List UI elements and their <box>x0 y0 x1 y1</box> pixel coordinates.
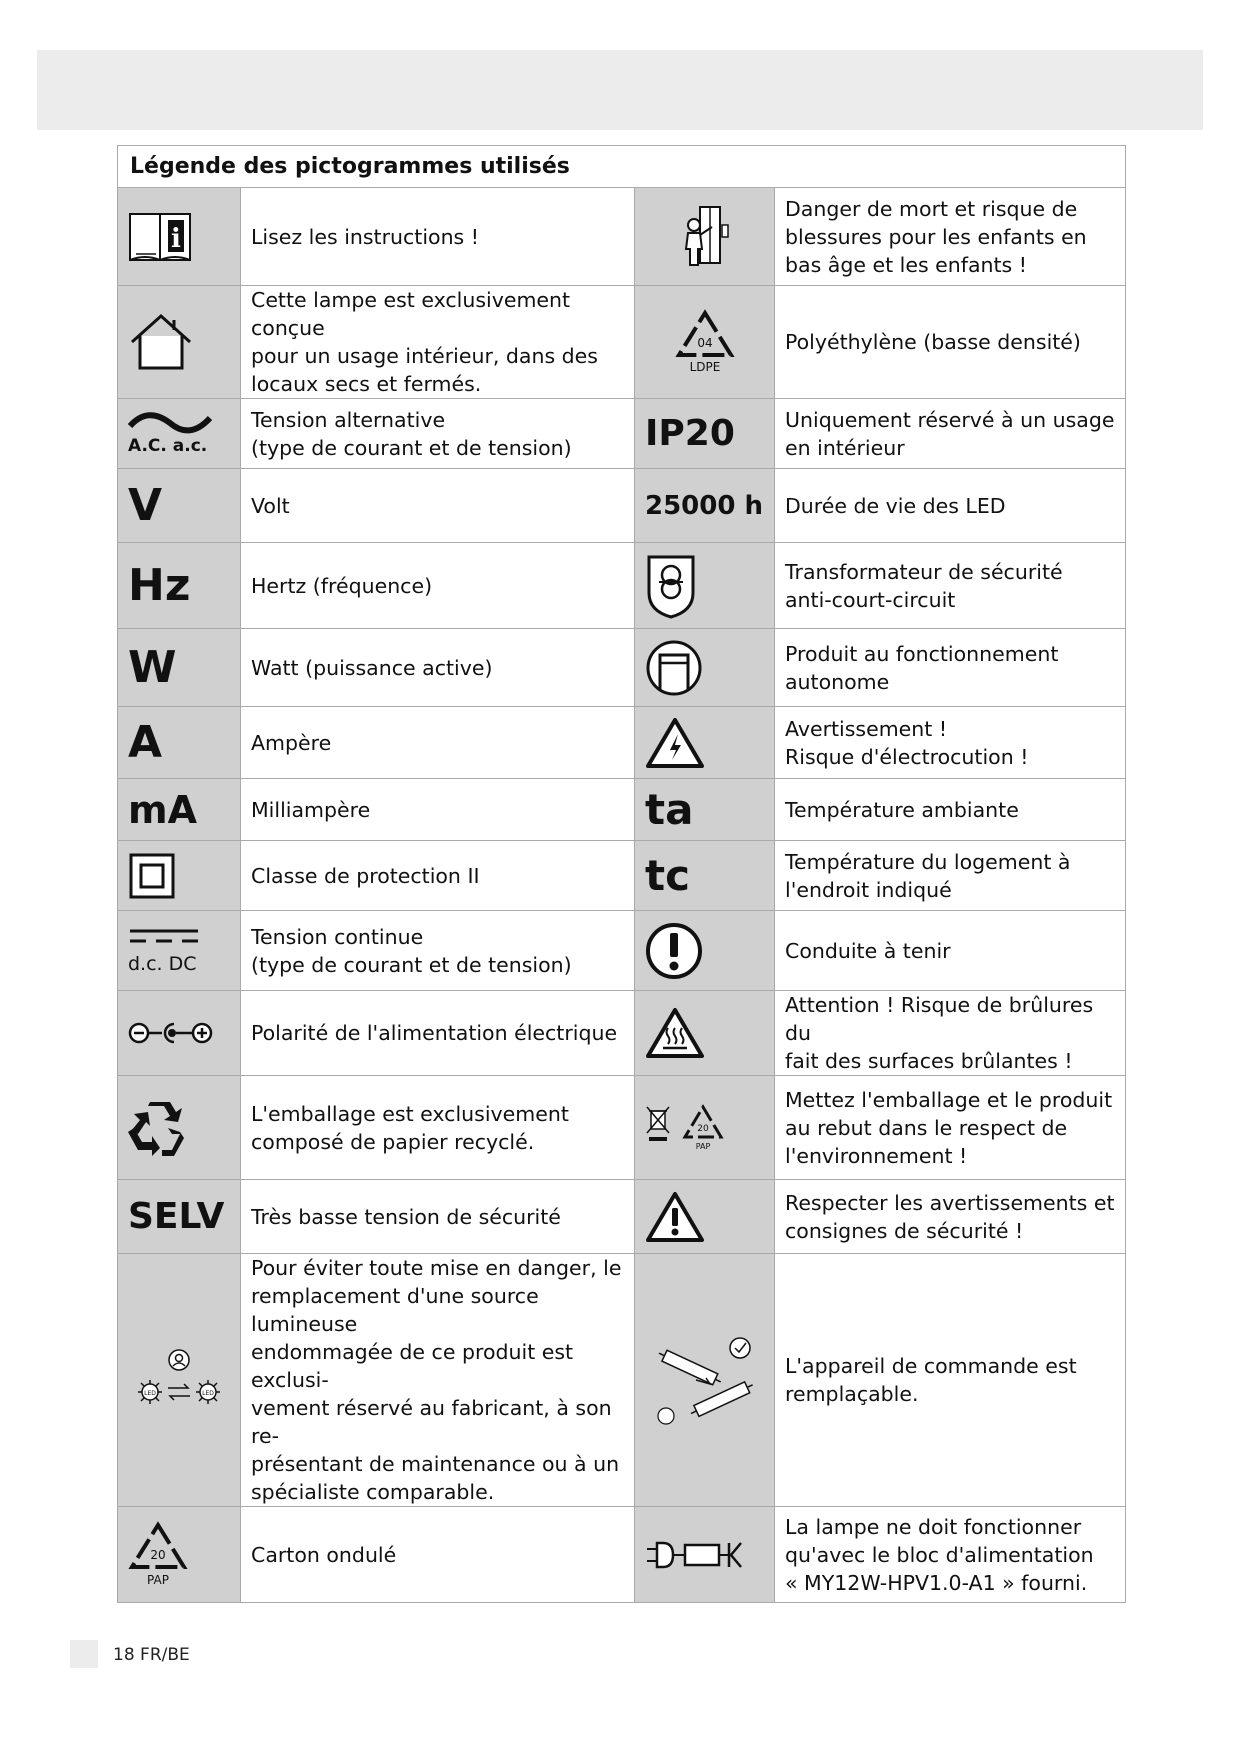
legend-row <box>118 1076 1126 1180</box>
legend-description: Attention ! Risque de brûlures du fait des surfaces brûlantes ! <box>775 991 1126 1076</box>
ip20-icon <box>635 399 775 469</box>
legend-row <box>118 991 1126 1076</box>
legend-description: Tension alternative (type de courant et de tension) <box>241 399 635 469</box>
pap-recycle-icon <box>118 1507 241 1603</box>
header-band <box>37 50 1203 130</box>
case-temp-icon <box>635 841 775 911</box>
led-replacement-icon <box>118 1254 241 1507</box>
ampere-symbol: A <box>128 716 163 768</box>
ambient-temp-symbol: ta <box>645 784 694 834</box>
hot-surface-warning-icon <box>635 991 775 1076</box>
selv-symbol: SELV <box>128 1195 225 1237</box>
legend-description: Volt <box>241 469 635 543</box>
exclamation-circle-icon <box>635 911 775 991</box>
child-danger-icon <box>635 188 775 286</box>
safety-transformer-icon <box>635 543 775 629</box>
legend-description: L'emballage est exclusivement composé de papier recyclé. <box>241 1076 635 1180</box>
legend-description: Cette lampe est exclusivement conçue pour un usage intérieur, dans des locaux secs et fermés. <box>241 286 635 399</box>
recycle-label: PAP <box>147 1572 169 1587</box>
replaceable-control-gear-icon <box>635 1254 775 1507</box>
read-instructions-icon <box>118 188 241 286</box>
legend-description: Uniquement réservé à un usage en intérieur <box>775 399 1126 469</box>
indoor-house-icon <box>118 286 241 399</box>
legend-description: Tension continue (type de courant et de tension) <box>241 911 635 991</box>
legend-description: Pour éviter toute mise en danger, le remplacement d'une source lumineuse endommagée de ce produit est exclusi- vement réservé au fabricant, à son re- présentant de maintenance ou à un spécialiste comparable. <box>241 1254 635 1507</box>
ac-icon <box>118 399 241 469</box>
footer-marker <box>70 1640 98 1668</box>
ampere-icon <box>118 707 241 779</box>
volt-icon <box>118 469 241 543</box>
ac-label: A.C. a.c. <box>128 435 208 456</box>
milliampere-icon <box>118 779 241 841</box>
legend-row <box>118 1507 1126 1603</box>
legend-description: Durée de vie des LED <box>775 469 1126 543</box>
polarity-icon <box>118 991 241 1076</box>
recycle-code: 04 <box>696 336 713 350</box>
recycle-code: 20 <box>150 1547 166 1562</box>
general-warning-icon <box>635 1180 775 1254</box>
legend-description: Milliampère <box>241 779 635 841</box>
legend-description: Lisez les instructions ! <box>241 188 635 286</box>
selv-icon <box>118 1180 241 1254</box>
legend-row <box>118 543 1126 629</box>
legend-row <box>118 707 1126 779</box>
legend-title-row <box>118 146 1126 188</box>
protection-class-ii-icon <box>118 841 241 911</box>
legend-row <box>118 629 1126 707</box>
legend-description: Watt (puissance active) <box>241 629 635 707</box>
legend-description: Respecter les avertissements et consignes de sécurité ! <box>775 1180 1126 1254</box>
legend-description: Polyéthylène (basse densité) <box>775 286 1126 399</box>
legend-row <box>118 779 1126 841</box>
legend-description: Ampère <box>241 707 635 779</box>
page-footer <box>113 1645 190 1665</box>
page-number: 18 <box>113 1645 135 1665</box>
legend-description: Carton ondulé <box>241 1507 635 1603</box>
lifetime-symbol: 25000 h <box>645 490 764 521</box>
legend-row <box>118 911 1126 991</box>
disposal-icon <box>635 1076 775 1180</box>
legend-description: Température du logement à l'endroit indiqué <box>775 841 1126 911</box>
led-badge: LED <box>202 1390 214 1397</box>
hertz-symbol: Hz <box>128 559 191 611</box>
ambient-temp-icon <box>635 779 775 841</box>
legend-title: Légende des pictogrammes utilisés <box>118 146 1126 188</box>
milliampere-symbol: mA <box>128 787 198 832</box>
pictogram-legend-table <box>117 145 1126 1603</box>
hertz-icon <box>118 543 241 629</box>
page-language: FR/BE <box>140 1645 190 1665</box>
ip20-symbol: IP20 <box>645 412 735 454</box>
legend-row <box>118 1180 1126 1254</box>
led-badge: LED <box>144 1390 156 1397</box>
legend-description: Avertissement ! Risque d'électrocution ! <box>775 707 1126 779</box>
legend-row <box>118 399 1126 469</box>
watt-icon <box>118 629 241 707</box>
legend-description: Hertz (fréquence) <box>241 543 635 629</box>
legend-row <box>118 286 1126 399</box>
lifetime-icon <box>635 469 775 543</box>
legend-description: Produit au fonctionnement autonome <box>775 629 1126 707</box>
recycle-label: PAP <box>695 1141 711 1151</box>
legend-description: La lampe ne doit fonctionner qu'avec le bloc d'alimentation « MY12W-HPV1.0-A1 » fourni. <box>775 1507 1126 1603</box>
recycled-paper-icon <box>118 1076 241 1180</box>
power-supply-icon <box>635 1507 775 1603</box>
legend-description: Conduite à tenir <box>775 911 1126 991</box>
legend-description: Polarité de l'alimentation électrique <box>241 991 635 1076</box>
electric-shock-warning-icon <box>635 707 775 779</box>
legend-description: L'appareil de commande est remplaçable. <box>775 1254 1126 1507</box>
svg-text:i: i <box>171 223 181 254</box>
dc-icon <box>118 911 241 991</box>
recycle-code: 20 <box>697 1123 709 1134</box>
independent-operation-icon <box>635 629 775 707</box>
legend-description: Température ambiante <box>775 779 1126 841</box>
dc-label: d.c. DC <box>128 952 197 975</box>
ldpe-recycle-icon <box>635 286 775 399</box>
case-temp-symbol: tc <box>645 850 690 900</box>
legend-row <box>118 1254 1126 1507</box>
watt-symbol: W <box>128 641 177 693</box>
legend-row <box>118 469 1126 543</box>
legend-description: Classe de protection II <box>241 841 635 911</box>
legend-description: Mettez l'emballage et le produit au rebut dans le respect de l'environnement ! <box>775 1076 1126 1180</box>
volt-symbol: V <box>128 479 163 531</box>
legend-row <box>118 841 1126 911</box>
legend-description: Très basse tension de sécurité <box>241 1180 635 1254</box>
legend-description: Danger de mort et risque de blessures pour les enfants en bas âge et les enfants ! <box>775 188 1126 286</box>
recycle-label: LDPE <box>689 360 720 374</box>
legend-description: Transformateur de sécurité anti-court-circuit <box>775 543 1126 629</box>
legend-row <box>118 188 1126 286</box>
